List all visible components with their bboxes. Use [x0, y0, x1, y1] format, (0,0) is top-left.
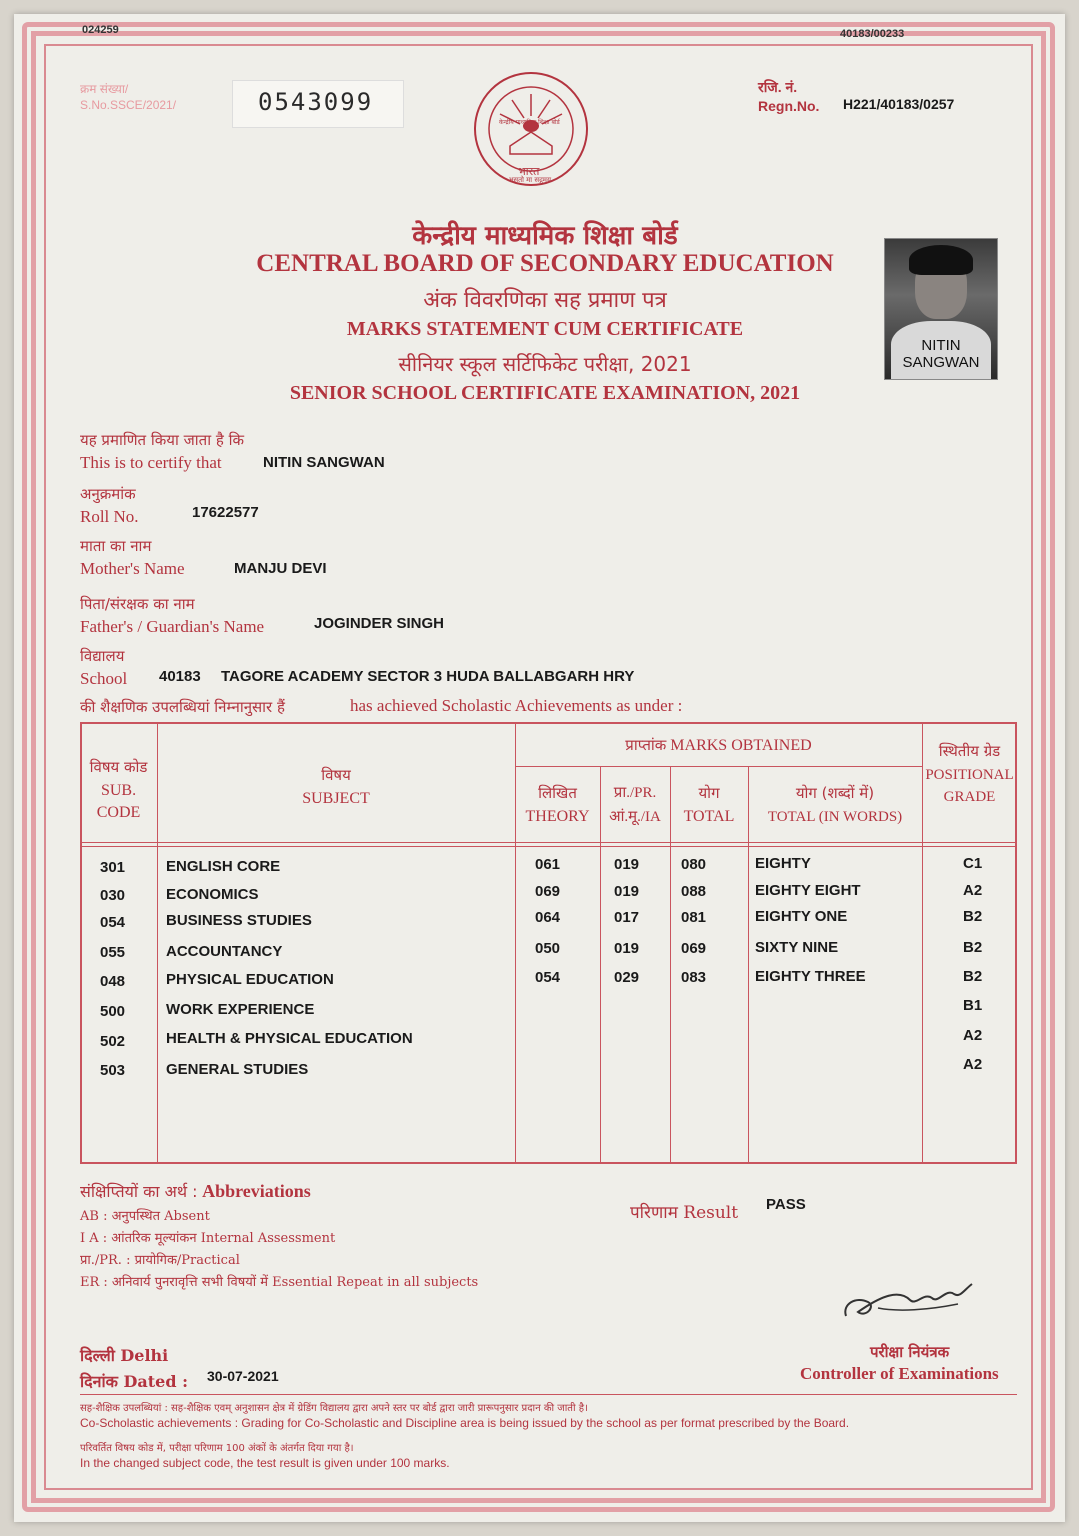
emblem-bottom-text: असतो मा सद्गमय: [508, 176, 552, 184]
row-total: 088: [681, 883, 707, 900]
row-subject: WORK EXPERIENCE: [166, 1001, 315, 1018]
row-theory: 054: [535, 969, 561, 986]
col-code-en2: CODE: [96, 804, 141, 821]
col-code-en1: SUB.: [100, 782, 137, 799]
row-pr: 017: [614, 909, 640, 926]
issue-date: 30-07-2021: [207, 1368, 279, 1384]
regn-label-en: Regn.No.: [758, 98, 820, 114]
row-words: SIXTY NINE: [755, 939, 839, 956]
row-theory: 064: [535, 909, 561, 926]
row-grade: B2: [963, 968, 983, 985]
row-pr: 029: [614, 969, 640, 986]
achieved-label-hi: की शैक्षणिक उपलब्धियां निम्नानुसार हैं: [80, 698, 285, 716]
roll-label-hi: अनुक्रमांक: [80, 485, 136, 503]
controller-signature: [838, 1278, 978, 1328]
col-total-en: TOTAL: [683, 808, 735, 825]
row-words: EIGHTY THREE: [755, 968, 866, 985]
emblem-top-text: केन्द्रीय माध्यमिक शिक्षा बोर्ड: [499, 119, 560, 126]
col-grade-en2: GRADE: [943, 789, 996, 805]
row-grade: A2: [963, 1027, 983, 1044]
row-subject: HEALTH & PHYSICAL EDUCATION: [166, 1030, 413, 1047]
row-words: EIGHTY EIGHT: [755, 882, 861, 899]
result-label: परिणाम Result: [630, 1203, 739, 1223]
certify-label-en: This is to certify that: [80, 453, 222, 472]
exam-title-en: SENIOR SCHOOL CERTIFICATE EXAMINATION, 2021: [289, 382, 801, 404]
top-left-code: 024259: [82, 24, 119, 36]
row-grade: B2: [963, 939, 983, 956]
mother-name: MANJU DEVI: [234, 560, 327, 577]
school-label-en: School: [80, 669, 128, 688]
row-code: 503: [100, 1062, 126, 1079]
row-subject: PHYSICAL EDUCATION: [166, 971, 334, 988]
col-theory-hi: लिखित: [538, 784, 577, 802]
row-total: 069: [681, 940, 707, 957]
col-words-hi: योग (शब्दों में): [795, 784, 875, 802]
student-name: NITIN SANGWAN: [263, 454, 385, 471]
row-code: 055: [100, 944, 126, 961]
footnote-1: सह-शैक्षिक उपलब्धियां : सह-शैक्षिक एवम् अनुशासन क्षेत्र में ग्रेडिंग विद्यालय द्वारा अपने स्तर पर बोर्ड द्वारा जारी प्रारूपनुसार प्रदान की जाती है।: [80, 1403, 588, 1414]
school-name: TAGORE ACADEMY SECTOR 3 HUDA BALLABGARH HRY: [221, 668, 635, 685]
row-total: 083: [681, 969, 707, 986]
row-code: 054: [100, 914, 126, 931]
row-code: 502: [100, 1033, 126, 1050]
col-pr-hi: प्रा./PR.: [613, 785, 657, 801]
board-title-en: CENTRAL BOARD OF SECONDARY EDUCATION: [256, 250, 834, 277]
certify-label-hi: यह प्रमाणित किया जाता है कि: [80, 431, 244, 449]
row-grade: B2: [963, 908, 983, 925]
row-subject: BUSINESS STUDIES: [166, 912, 312, 929]
board-title-hi: केन्द्रीय माध्यमिक शिक्षा बोर्ड: [412, 221, 678, 251]
abbr-pr: प्रा./PR. : प्रायोगिक/Practical: [80, 1253, 240, 1268]
roll-number: 17622577: [192, 504, 259, 521]
row-subject: GENERAL STUDIES: [166, 1061, 309, 1078]
dated-label: दिनांक Dated :: [80, 1372, 188, 1391]
top-right-code: 40183/00233: [840, 28, 905, 40]
row-code: 500: [100, 1003, 126, 1020]
row-theory: 061: [535, 856, 561, 873]
footnote-2: Co-Scholastic achievements : Grading for Co-Scholastic and Discipline area is being issued by the school as per format prescribed by the Board.: [80, 1416, 850, 1430]
col-subject-hi: विषय: [321, 766, 351, 784]
row-grade: C1: [963, 855, 983, 872]
col-marks-hi: प्राप्तांक: [625, 736, 667, 754]
row-total: 080: [681, 856, 707, 873]
doc-title-hi: अंक विवरणिका सह प्रमाण पत्र: [423, 288, 667, 313]
row-subject: ECONOMICS: [166, 886, 259, 903]
mother-label-hi: माता का नाम: [80, 537, 152, 555]
abbr-er: ER : अनिवार्य पुनरावृत्ति सभी विषयों में Essential Repeat in all subjects: [80, 1275, 479, 1290]
col-words-en: TOTAL (IN WORDS): [767, 809, 903, 825]
place-label: दिल्ली Delhi: [80, 1346, 169, 1365]
mother-label-en: Mother's Name: [80, 559, 185, 578]
row-grade: B1: [963, 997, 983, 1014]
row-words: EIGHTY: [755, 855, 811, 872]
controller-title-hi: परीक्षा नियंत्रक: [870, 1343, 950, 1361]
row-total: 081: [681, 909, 707, 926]
abbr-ab: AB : अनुपस्थित Absent: [80, 1209, 210, 1224]
achieved-label-en: has achieved Scholastic Achievements as under :: [350, 696, 683, 715]
col-marks-obtained: [515, 734, 922, 757]
emblem-center-text: भारत: [518, 165, 540, 178]
row-subject: ENGLISH CORE: [166, 858, 281, 875]
roll-label-en: Roll No.: [80, 507, 139, 526]
father-name: JOGINDER SINGH: [314, 615, 445, 632]
footnote-3: परिवर्तित विषय कोड में, परीक्षा परिणाम 100 अंकों के अंतर्गत दिया गया है।: [80, 1443, 354, 1454]
row-code: 301: [100, 859, 126, 876]
regn-label-hi: रजि. नं.: [758, 79, 798, 95]
row-grade: A2: [963, 1056, 983, 1073]
row-theory: 050: [535, 940, 561, 957]
school-code: 40183: [159, 668, 201, 685]
row-grade: A2: [963, 882, 983, 899]
col-theory-en: THEORY: [525, 808, 590, 825]
father-label-hi: पिता/संरक्षक का नाम: [80, 595, 195, 613]
photo-caption: NITIN SANGWAN: [902, 337, 980, 371]
serial-label-hi: क्रम संख्या/: [80, 82, 129, 96]
abbr-title-hi: संक्षिप्तियों का अर्थ :: [80, 1182, 198, 1201]
col-pr-en: आं.मू./IA: [609, 809, 661, 825]
row-pr: 019: [614, 940, 640, 957]
row-words: EIGHTY ONE: [755, 908, 848, 925]
col-grade-en1: POSITIONAL: [925, 767, 1014, 783]
footnote-4: In the changed subject code, the test result is given under 100 marks.: [80, 1456, 450, 1470]
row-subject: ACCOUNTANCY: [166, 943, 283, 960]
col-grade-hi: स्थितीय ग्रेड: [938, 742, 1001, 760]
row-theory: 069: [535, 883, 561, 900]
col-marks-en: MARKS OBTAINED: [670, 737, 812, 754]
col-code-hi: विषय कोड: [89, 758, 148, 776]
father-label-en: Father's / Guardian's Name: [80, 617, 265, 636]
row-code: 048: [100, 973, 126, 990]
serial-number: 0543099: [258, 88, 374, 116]
doc-title-en: MARKS STATEMENT CUM CERTIFICATE: [346, 318, 744, 340]
controller-title-en: Controller of Examinations: [800, 1364, 999, 1383]
serial-label-en: S.No.SSCE/2021/: [80, 98, 177, 112]
abbr-title-en: Abbreviations: [202, 1181, 311, 1201]
student-photo: [884, 238, 998, 380]
abbreviations-title: [80, 1180, 311, 1202]
row-code: 030: [100, 887, 126, 904]
col-total-hi: योग: [698, 784, 720, 802]
row-pr: 019: [614, 883, 640, 900]
result-value: PASS: [766, 1196, 806, 1213]
regn-number: H221/40183/0257: [843, 96, 955, 112]
row-pr: 019: [614, 856, 640, 873]
abbr-ia: I A : आंतरिक मूल्यांकन Internal Assessment: [80, 1231, 336, 1246]
col-subject-en: SUBJECT: [302, 790, 370, 807]
school-label-hi: विद्यालय: [80, 647, 125, 665]
exam-title-hi: सीनियर स्कूल सर्टिफिकेट परीक्षा, 2021: [398, 352, 692, 376]
